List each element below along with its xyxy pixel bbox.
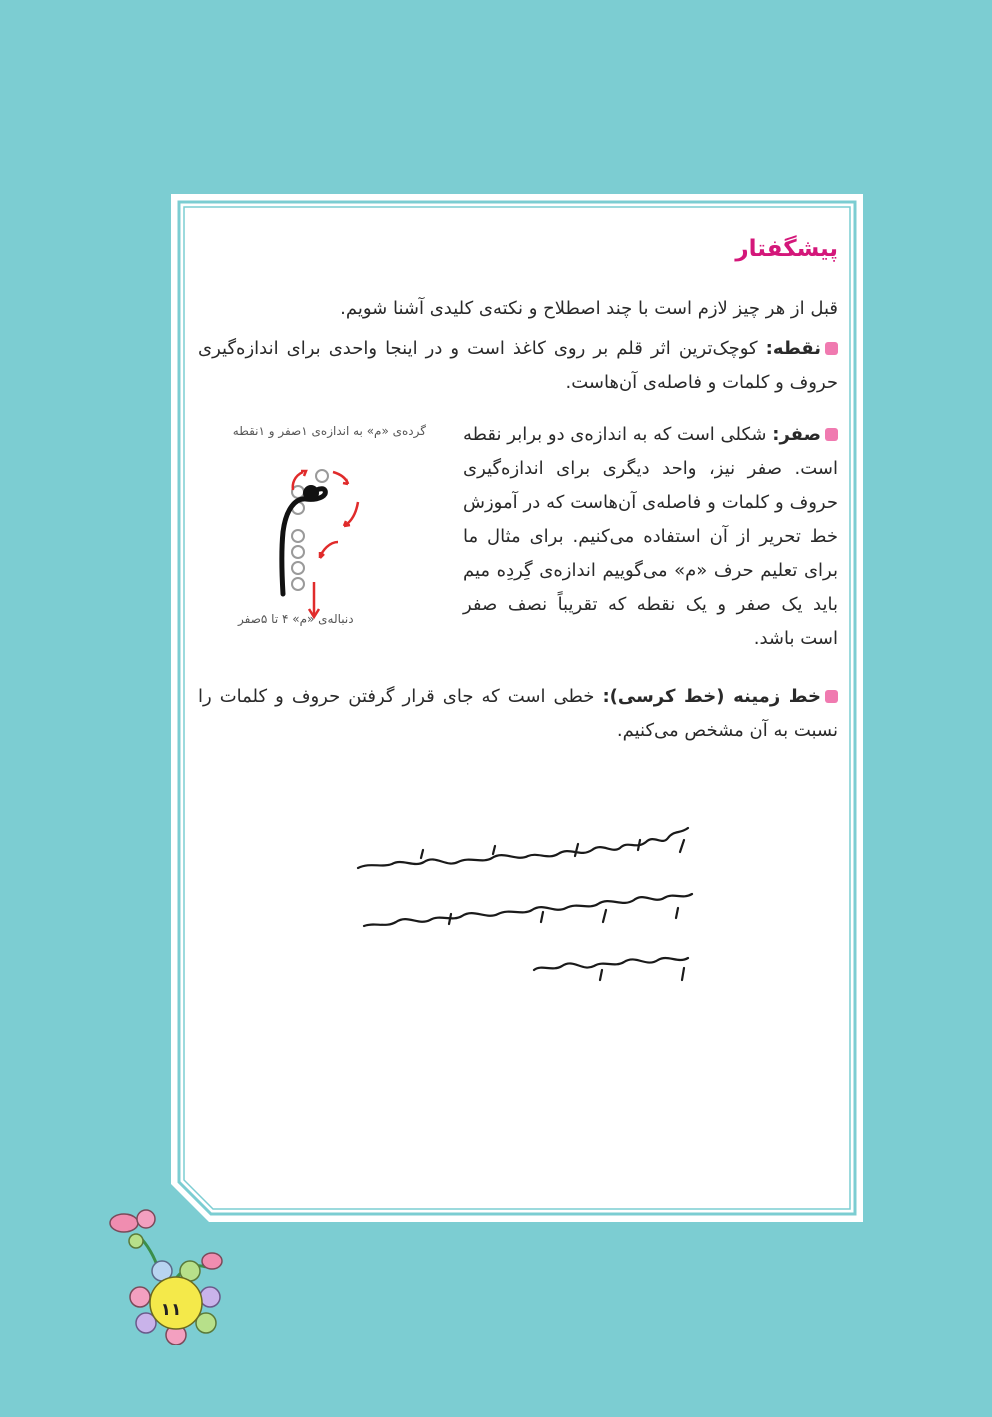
mim-letter-figure <box>198 420 426 640</box>
page-title: پیشگفتار <box>735 236 838 262</box>
bullet-icon <box>825 428 838 441</box>
bullet-icon <box>825 342 838 355</box>
intro-paragraph: قبل از هر چیز لازم است با چند اصطلاح و نکته‌ی کلیدی آشنا شویم. <box>340 298 838 319</box>
bullet-icon <box>825 690 838 703</box>
definition-zero: صفر: شکلی است که به اندازه‌ی دو برابر نقطه است. صفر نیز، واحد دیگری برای اندازه‌گیری حروف و کلمات و فاصله‌ی آن‌هاست که در آموزش خط تحریر از آن استفاده می‌کنیم. برای مثال ما برای تعلیم حرف «م» می‌گوییم اندازه‌ی گِردِه میم باید یک صفر و یک نقطه که تقریباً نصف صفر است باشد. <box>463 424 838 649</box>
figure-caption-top: گرده‌ی «م» به اندازه‌ی ۱صفر و ۱نقطه <box>232 424 426 438</box>
definition-baseline: خط زمینه (خط کرسی): خطی است که جای قرار گرفتن حروف و کلمات را نسبت به آن مشخص می‌کنیم. <box>198 686 838 741</box>
page-number: ۱۱ <box>160 1300 182 1320</box>
definition-point: نقطه: کوچک‌ترین اثر قلم بر روی کاغذ است و در اینجا واحدی برای اندازه‌گیری حروف و کلمات و فاصله‌ی آن‌هاست. <box>198 338 838 393</box>
handwriting-sample-image <box>288 808 700 992</box>
figure-caption-bottom: دنباله‌ی «م» ۴ تا ۵صفر <box>238 612 354 626</box>
mim-diagram <box>198 442 398 632</box>
